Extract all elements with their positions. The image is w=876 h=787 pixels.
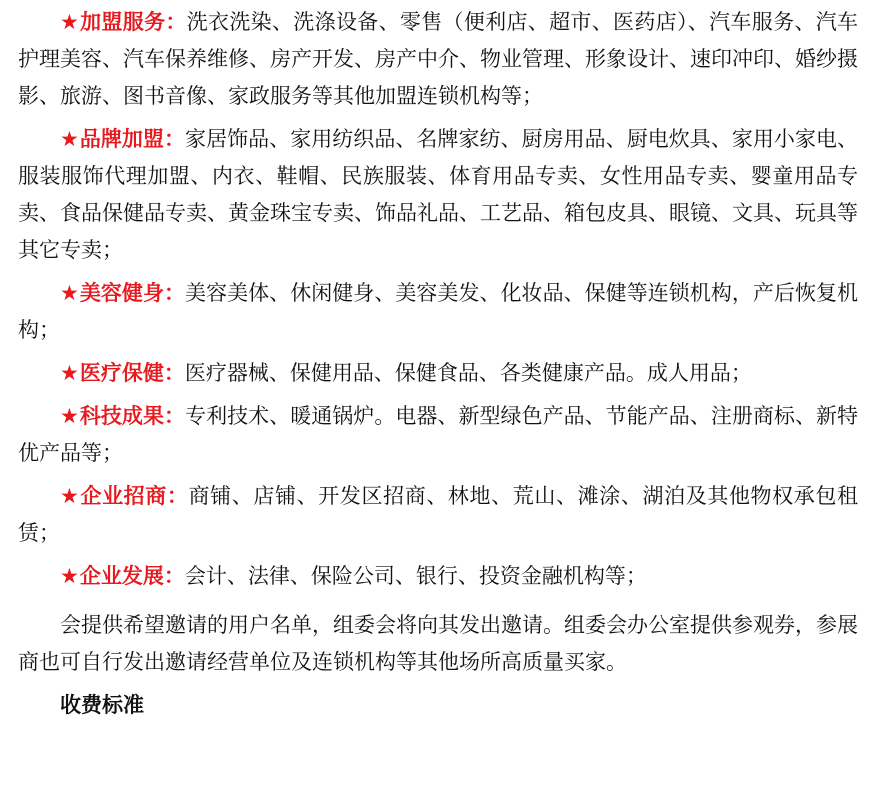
star-icon: ★ bbox=[60, 484, 80, 508]
star-icon: ★ bbox=[60, 127, 79, 151]
category-paragraph bbox=[18, 4, 858, 115]
document-body bbox=[18, 4, 858, 724]
star-icon: ★ bbox=[60, 564, 79, 588]
category-lead bbox=[60, 404, 185, 428]
category-paragraph bbox=[18, 478, 858, 552]
category-text: 医疗器械、保健用品、保健食品、各类健康产品。成人用品； bbox=[184, 361, 752, 385]
category-text: 家居饰品、家用纺织品、名牌家纺、厨房用品、厨电炊具、家用小家电、服装服饰代理加盟、内衣、鞋帽、民族服装、体育用品专卖、女性用品专卖、婴童用品专卖、食品保健品专卖、黄金珠宝专卖、饰品礼品、工艺品、箱包皮具、眼镜、文具、玩具等其它专卖； bbox=[18, 127, 859, 262]
category-lead bbox=[60, 127, 185, 151]
closing-paragraph: 会提供希望邀请的用户名单，组委会将向其发出邀请。组委会办公室提供参观券，参展商也可自行发出邀请经营单位及连锁机构等其他场所高质量买家。 bbox=[18, 613, 858, 674]
star-icon: ★ bbox=[60, 361, 79, 385]
category-lead bbox=[60, 484, 189, 508]
category-paragraph bbox=[18, 398, 858, 472]
star-icon: ★ bbox=[60, 10, 80, 34]
star-icon: ★ bbox=[60, 281, 79, 305]
category-text: 会计、法律、保险公司、银行、投资金融机构等； bbox=[184, 564, 647, 588]
category-title: 加盟服务： bbox=[80, 10, 187, 34]
category-lead bbox=[60, 10, 187, 34]
category-lead bbox=[60, 361, 185, 385]
category-title: 企业发展： bbox=[79, 564, 185, 588]
category-title: 医疗保健： bbox=[79, 361, 185, 385]
category-text: 商铺、店铺、开发区招商、林地、荒山、滩涂、湖泊及其他物权承包租赁； bbox=[18, 484, 859, 545]
star-icon: ★ bbox=[60, 404, 79, 428]
category-title: 企业招商： bbox=[80, 484, 189, 508]
category-paragraph bbox=[18, 558, 858, 595]
category-text: 洗衣洗染、洗涤设备、零售（便利店、超市、医药店）、汽车服务、汽车护理美容、汽车保养维修、房产开发、房产中介、物业管理、形象设计、速印冲印、婚纱摄影、旅游、图书音像、家政服务等其他加盟连锁机构等； bbox=[18, 10, 859, 108]
category-lead bbox=[60, 281, 185, 305]
category-title: 美容健身： bbox=[79, 281, 186, 305]
category-text: 美容美体、休闲健身、美容美发、化妆品、保健等连锁机构，产后恢复机构； bbox=[18, 281, 859, 342]
section-heading-fees: 收费标准 bbox=[60, 693, 144, 717]
category-list bbox=[18, 4, 858, 595]
category-lead bbox=[60, 564, 185, 588]
category-paragraph bbox=[18, 355, 858, 392]
category-title: 科技成果： bbox=[79, 404, 186, 428]
category-title: 品牌加盟： bbox=[79, 127, 186, 151]
category-text: 专利技术、暖通锅炉。电器、新型绿色产品、节能产品、注册商标、新特优产品等； bbox=[18, 404, 859, 465]
category-paragraph bbox=[18, 275, 858, 349]
category-paragraph bbox=[18, 121, 858, 269]
